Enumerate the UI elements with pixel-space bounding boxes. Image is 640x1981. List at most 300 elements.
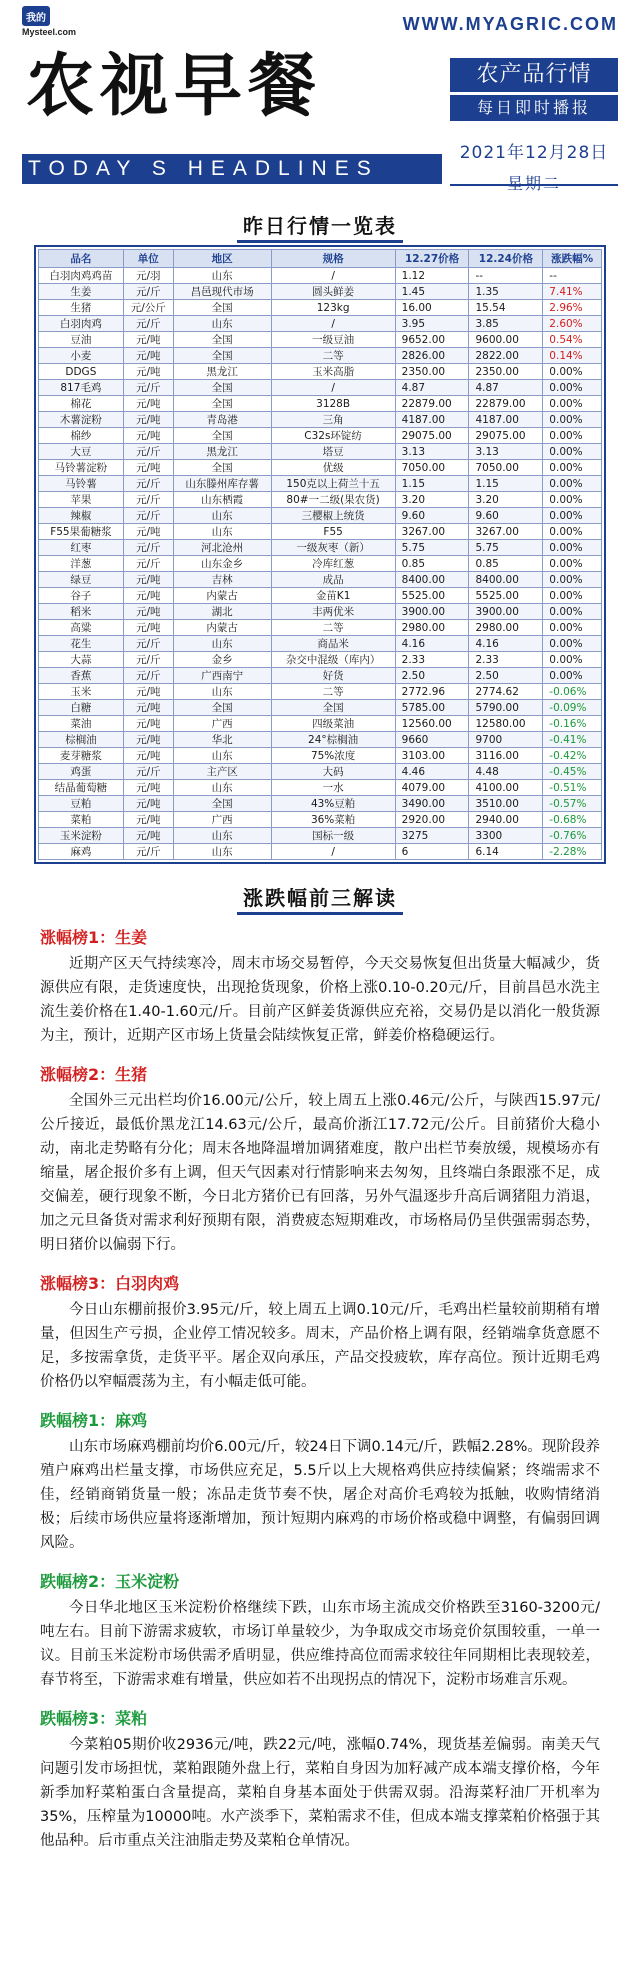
change-cell: 2.96% [543, 300, 602, 316]
table-row [39, 412, 602, 428]
price-1227-cell: 2.50 [395, 668, 469, 684]
table-row [39, 348, 602, 364]
price-1227-cell: 4.16 [395, 636, 469, 652]
column-header: 单位 [123, 250, 173, 268]
price-1224-cell: 4187.00 [469, 412, 543, 428]
region-cell: 山东 [173, 524, 271, 540]
spec-cell: 成品 [271, 572, 395, 588]
change-cell: -0.57% [543, 796, 602, 812]
price-1227-cell: 1.45 [395, 284, 469, 300]
price-1227-cell: 8400.00 [395, 572, 469, 588]
spec-cell: 丰两优米 [271, 604, 395, 620]
price-1227-cell: 4.46 [395, 764, 469, 780]
region-cell: 山东 [173, 780, 271, 796]
unit-cell: 元/吨 [123, 828, 173, 844]
spec-cell: 三角 [271, 412, 395, 428]
table-row [39, 828, 602, 844]
price-1224-cell: 2.50 [469, 668, 543, 684]
change-cell: 0.00% [543, 556, 602, 572]
column-header: 品名 [39, 250, 124, 268]
change-cell: 0.14% [543, 348, 602, 364]
region-cell: 山东 [173, 748, 271, 764]
spec-cell: 圆头鲜姜 [271, 284, 395, 300]
change-cell: 0.00% [543, 428, 602, 444]
price-1224-cell: 3267.00 [469, 524, 543, 540]
region-cell: 山东 [173, 316, 271, 332]
product-cell: 高粱 [39, 620, 124, 636]
price-1227-cell: 1.15 [395, 476, 469, 492]
table-row [39, 460, 602, 476]
price-1227-cell: 0.85 [395, 556, 469, 572]
column-header: 地区 [173, 250, 271, 268]
price-1227-cell: 5.75 [395, 540, 469, 556]
spec-cell: F55 [271, 524, 395, 540]
price-1224-cell: 4.87 [469, 380, 543, 396]
product-cell: 大蒜 [39, 652, 124, 668]
change-cell: 0.00% [543, 572, 602, 588]
change-cell: 0.54% [543, 332, 602, 348]
region-cell: 昌邑现代市场 [173, 284, 271, 300]
spec-cell: / [271, 316, 395, 332]
product-cell: 红枣 [39, 540, 124, 556]
analysis-item [40, 1706, 600, 1853]
spec-cell: 3128B [271, 396, 395, 412]
table-row [39, 428, 602, 444]
page-title: 农视早餐 [26, 47, 323, 126]
change-cell: -0.68% [543, 812, 602, 828]
price-1227-cell: 29075.00 [395, 428, 469, 444]
region-cell: 广西南宁 [173, 668, 271, 684]
spec-cell: 二等 [271, 620, 395, 636]
spec-cell: 二等 [271, 684, 395, 700]
table-row [39, 284, 602, 300]
product-cell: 817毛鸡 [39, 380, 124, 396]
table-row [39, 684, 602, 700]
change-cell: 0.00% [543, 588, 602, 604]
price-1227-cell: 2920.00 [395, 812, 469, 828]
price-1227-cell: 7050.00 [395, 460, 469, 476]
analysis-list [0, 925, 640, 1853]
spec-cell: 一级豆油 [271, 332, 395, 348]
product-cell: 白糖 [39, 700, 124, 716]
price-1224-cell: 3900.00 [469, 604, 543, 620]
product-cell: 谷子 [39, 588, 124, 604]
change-cell: 0.00% [543, 652, 602, 668]
table-row [39, 380, 602, 396]
analysis-item-title: 涨幅榜1：生姜 [40, 928, 148, 947]
price-1227-cell: 2980.00 [395, 620, 469, 636]
spec-cell: 全国 [271, 700, 395, 716]
table-row [39, 620, 602, 636]
table-row [39, 492, 602, 508]
spec-cell: 塔豆 [271, 444, 395, 460]
price-1227-cell: 4079.00 [395, 780, 469, 796]
product-cell: 绿豆 [39, 572, 124, 588]
product-cell: 玉米淀粉 [39, 828, 124, 844]
region-cell: 山东 [173, 508, 271, 524]
price-1227-cell: 3275 [395, 828, 469, 844]
spec-cell: 冷库红葱 [271, 556, 395, 572]
region-cell: 吉林 [173, 572, 271, 588]
table-row [39, 572, 602, 588]
analysis-item-text: 全国外三元出栏均价16.00元/公斤，较上周五上涨0.46元/公斤，与陕西15.97元/公斤接近，最低价黑龙江14.63元/公斤，最高价浙江17.72元/公斤。目前猪价大稳小动，南北走势略有分化；周末各地降温增加调猪难度，散户出栏节奏放缓，规模场亦有缩量，屠企报价多有上调，但天气因素对行情影响来去匆匆，且终端白条跟涨不足，成交偏差，硬行现象不断，今日北方猪价已有回落，另外气温逐步升高后调猪阻力消退，加之元旦备货对需求利好预期有限，消费疲态短期难改，市场格局仍呈供强需弱态势，明日猪价以偏弱下行。 [40, 1093, 600, 1253]
price-1224-cell: 2.33 [469, 652, 543, 668]
region-cell: 山东滕州库存薯 [173, 476, 271, 492]
region-cell: 黑龙江 [173, 444, 271, 460]
english-subtitle: TODAY S HEADLINES [22, 154, 442, 184]
unit-cell: 元/吨 [123, 588, 173, 604]
analysis-item [40, 1062, 600, 1257]
product-cell: 小麦 [39, 348, 124, 364]
table-row [39, 700, 602, 716]
product-cell: 豆油 [39, 332, 124, 348]
analysis-item-text: 山东市场麻鸡棚前均价6.00元/斤，较24日下调0.14元/斤，跌幅2.28%。现阶段养殖户麻鸡出栏量支撑，市场供应充足，5.5斤以上大规格鸡供应持续偏紧；终端需求不佳，经销商销货量一般；冻品走货节奏不快，屠企对高价毛鸡较为抵触，收购情绪消极；后续市场供应量将逐渐增加，预计短期内麻鸡的市场价格或稳中调整，有偏弱回调风险。 [40, 1439, 600, 1551]
region-cell: 全国 [173, 396, 271, 412]
change-cell: -0.42% [543, 748, 602, 764]
spec-cell: 75%浓度 [271, 748, 395, 764]
table-row [39, 668, 602, 684]
unit-cell: 元/吨 [123, 396, 173, 412]
region-cell: 山东 [173, 636, 271, 652]
spec-cell: 80#一二级(果农货) [271, 492, 395, 508]
spec-cell: 玉米高脂 [271, 364, 395, 380]
weekday-text [450, 171, 618, 194]
price-1224-cell: 9700 [469, 732, 543, 748]
table-row [39, 268, 602, 284]
unit-cell: 元/斤 [123, 316, 173, 332]
spec-cell: 一水 [271, 780, 395, 796]
change-cell: -0.45% [543, 764, 602, 780]
change-cell: 0.00% [543, 604, 602, 620]
analysis-item-title: 涨幅榜3：白羽肉鸡 [40, 1274, 180, 1293]
price-1224-cell: 9.60 [469, 508, 543, 524]
product-cell: 香蕉 [39, 668, 124, 684]
unit-cell: 元/斤 [123, 652, 173, 668]
price-1227-cell: 3267.00 [395, 524, 469, 540]
spec-cell: / [271, 844, 395, 860]
unit-cell: 元/吨 [123, 748, 173, 764]
table-row [39, 588, 602, 604]
table-row [39, 636, 602, 652]
unit-cell: 元/吨 [123, 348, 173, 364]
product-cell: 洋葱 [39, 556, 124, 572]
unit-cell: 元/羽 [123, 268, 173, 284]
price-1227-cell: 6 [395, 844, 469, 860]
region-cell: 全国 [173, 348, 271, 364]
region-cell: 金乡 [173, 652, 271, 668]
table-row [39, 604, 602, 620]
price-1224-cell: 3.85 [469, 316, 543, 332]
category-badge [450, 58, 618, 121]
table-row [39, 364, 602, 380]
table-row [39, 508, 602, 524]
table-row [39, 524, 602, 540]
unit-cell: 元/斤 [123, 284, 173, 300]
price-1224-cell: 0.85 [469, 556, 543, 572]
analysis-item [40, 1569, 600, 1692]
spec-cell: 150克以上荷兰十五 [271, 476, 395, 492]
price-1224-cell: 29075.00 [469, 428, 543, 444]
change-cell: -0.09% [543, 700, 602, 716]
table-body [39, 268, 602, 860]
price-1224-cell: 5790.00 [469, 700, 543, 716]
analysis-item [40, 925, 600, 1048]
product-cell: 棕榈油 [39, 732, 124, 748]
region-cell: 山东金乡 [173, 556, 271, 572]
spec-cell: 24°棕榈油 [271, 732, 395, 748]
unit-cell: 元/斤 [123, 508, 173, 524]
product-cell: 鸡蛋 [39, 764, 124, 780]
region-cell: 华北 [173, 732, 271, 748]
unit-cell: 元/斤 [123, 380, 173, 396]
unit-cell: 元/吨 [123, 620, 173, 636]
change-cell: -- [543, 268, 602, 284]
price-1227-cell: 3490.00 [395, 796, 469, 812]
table-section-title-text: 昨日行情一览表 [237, 214, 403, 243]
unit-cell: 元/斤 [123, 764, 173, 780]
price-1224-cell: 2822.00 [469, 348, 543, 364]
analysis-item [40, 1271, 600, 1394]
price-1224-cell: 12580.00 [469, 716, 543, 732]
change-cell: 0.00% [543, 412, 602, 428]
product-cell: 木薯淀粉 [39, 412, 124, 428]
price-1224-cell: 3510.00 [469, 796, 543, 812]
region-cell: 全国 [173, 796, 271, 812]
price-table-wrap [34, 245, 606, 864]
unit-cell: 元/吨 [123, 796, 173, 812]
spec-cell: 大码 [271, 764, 395, 780]
table-row [39, 476, 602, 492]
analysis-item-title: 跌幅榜3：菜粕 [40, 1709, 148, 1728]
table-row [39, 748, 602, 764]
price-1224-cell: 2940.00 [469, 812, 543, 828]
spec-cell: / [271, 380, 395, 396]
price-1224-cell: 7050.00 [469, 460, 543, 476]
price-1227-cell: 4187.00 [395, 412, 469, 428]
region-cell: 全国 [173, 300, 271, 316]
price-1224-cell: 4.48 [469, 764, 543, 780]
price-1227-cell: 22879.00 [395, 396, 469, 412]
price-1224-cell: 1.15 [469, 476, 543, 492]
product-cell: 马铃薯 [39, 476, 124, 492]
price-1227-cell: 3.20 [395, 492, 469, 508]
product-cell: 菜粕 [39, 812, 124, 828]
price-1227-cell: 3.95 [395, 316, 469, 332]
region-cell: 河北沧州 [173, 540, 271, 556]
unit-cell: 元/吨 [123, 428, 173, 444]
price-1227-cell: 2772.96 [395, 684, 469, 700]
spec-cell: 三樱椒上统货 [271, 508, 395, 524]
analysis-item-title: 跌幅榜2：玉米淀粉 [40, 1572, 180, 1591]
unit-cell: 元/吨 [123, 332, 173, 348]
table-row [39, 780, 602, 796]
region-cell: 内蒙古 [173, 588, 271, 604]
header [0, 0, 640, 200]
product-cell: 棉花 [39, 396, 124, 412]
change-cell: 0.00% [543, 380, 602, 396]
analysis-item-text: 今日山东棚前报价3.95元/斤，较上周五上调0.10元/斤，毛鸡出栏量较前期稍有增量，但因生产亏损，企业停工情况较多。周末，产品价格上调有限，经销端拿货意愿不足，多按需拿货，走货平平。屠企双向承压，产品交投疲软，库存高位。预计近期毛鸡价格仍以窄幅震荡为主，有小幅走低可能。 [40, 1302, 600, 1390]
product-cell: 白羽肉鸡鸡苗 [39, 268, 124, 284]
table-row [39, 556, 602, 572]
price-1224-cell: 9600.00 [469, 332, 543, 348]
price-1227-cell: 16.00 [395, 300, 469, 316]
spec-cell: 优级 [271, 460, 395, 476]
table-row [39, 396, 602, 412]
table-row [39, 716, 602, 732]
change-cell: 2.60% [543, 316, 602, 332]
change-cell: 0.00% [543, 508, 602, 524]
price-1227-cell: 5785.00 [395, 700, 469, 716]
change-cell: 0.00% [543, 476, 602, 492]
product-cell: 花生 [39, 636, 124, 652]
analysis-section-title-text: 涨跌幅前三解读 [237, 886, 403, 915]
spec-cell: 国标一级 [271, 828, 395, 844]
logo-text: Mysteel.com [22, 27, 77, 37]
price-1227-cell: 9.60 [395, 508, 469, 524]
spec-cell: / [271, 268, 395, 284]
unit-cell: 元/斤 [123, 444, 173, 460]
product-cell: 白羽肉鸡 [39, 316, 124, 332]
table-row [39, 764, 602, 780]
unit-cell: 元/斤 [123, 556, 173, 572]
unit-cell: 元/吨 [123, 460, 173, 476]
price-1227-cell: 1.12 [395, 268, 469, 284]
price-1224-cell: 3.20 [469, 492, 543, 508]
region-cell: 广西 [173, 716, 271, 732]
analysis-item-text: 近期产区天气持续寒冷，周末市场交易暂停，今天交易恢复但出货量大幅减少，货源供应有限，走货速度快，出现抢货现象，价格上涨0.10-0.20元/斤，目前昌邑水洗主流生姜价格在1.40-1.60元/斤。目前产区鲜姜货源供应充裕，交易仍是以消化一般货源为主，预计，近期产区市场上货量会陆续恢复正常，鲜姜价格稳硬运行。 [40, 956, 600, 1044]
table-row [39, 316, 602, 332]
price-1227-cell: 4.87 [395, 380, 469, 396]
change-cell: 0.00% [543, 492, 602, 508]
price-1224-cell: 3300 [469, 828, 543, 844]
product-cell: 玉米 [39, 684, 124, 700]
spec-cell: 商品米 [271, 636, 395, 652]
product-cell: 生猪 [39, 300, 124, 316]
region-cell: 全国 [173, 700, 271, 716]
price-table [38, 249, 602, 860]
change-cell: -0.41% [543, 732, 602, 748]
price-1227-cell: 9660 [395, 732, 469, 748]
product-cell: 菜油 [39, 716, 124, 732]
date-underline [450, 184, 618, 186]
unit-cell: 元/斤 [123, 540, 173, 556]
product-cell: 辣椒 [39, 508, 124, 524]
product-cell: 苹果 [39, 492, 124, 508]
spec-cell: 123kg [271, 300, 395, 316]
product-cell: 豆粕 [39, 796, 124, 812]
product-cell: 麻鸡 [39, 844, 124, 860]
change-cell: 0.00% [543, 460, 602, 476]
price-1224-cell: 3.13 [469, 444, 543, 460]
product-cell: F55果葡糖浆 [39, 524, 124, 540]
price-1227-cell: 9652.00 [395, 332, 469, 348]
region-cell: 青岛港 [173, 412, 271, 428]
price-1224-cell: 5.75 [469, 540, 543, 556]
price-1227-cell: 3103.00 [395, 748, 469, 764]
product-cell: 生姜 [39, 284, 124, 300]
product-cell: 稻米 [39, 604, 124, 620]
spec-cell: 杂交中混级（库内） [271, 652, 395, 668]
analysis-section-title [0, 882, 640, 911]
change-cell: 0.00% [543, 524, 602, 540]
price-1224-cell: 1.35 [469, 284, 543, 300]
unit-cell: 元/吨 [123, 572, 173, 588]
change-cell: 0.00% [543, 540, 602, 556]
region-cell: 全国 [173, 460, 271, 476]
analysis-item-title: 跌幅榜1：麻鸡 [40, 1411, 148, 1430]
analysis-item-text: 今菜粕05期价收2936元/吨，跌22元/吨，涨幅0.74%，现货基差偏弱。南美天气问题引发市场担忧，菜粕跟随外盘上行，菜粕自身因为加籽减产成本端支撑价格，今年新季加籽菜粕蛋白含量提高，菜粕自身基本面处于供需双弱。沿海菜籽油厂开机率为35%，压榨量为10000吨。水产淡季下，菜粕需求不佳，但成本端支撑菜粕价格强于其他品种。后市重点关注油脂走势及菜粕仓单情况。 [40, 1737, 600, 1849]
table-row [39, 652, 602, 668]
analysis-item-title: 涨幅榜2：生猪 [40, 1065, 148, 1084]
badge-bottom-label: 每日即时播报 [450, 95, 618, 121]
product-cell: 马铃薯淀粉 [39, 460, 124, 476]
unit-cell: 元/斤 [123, 476, 173, 492]
unit-cell: 元/公斤 [123, 300, 173, 316]
spec-cell: 好货 [271, 668, 395, 684]
product-cell: 麦芽糖浆 [39, 748, 124, 764]
product-cell: 棉纱 [39, 428, 124, 444]
column-header: 12.24价格 [469, 250, 543, 268]
change-cell: -0.76% [543, 828, 602, 844]
spec-cell: 43%豆粕 [271, 796, 395, 812]
price-1224-cell: 15.54 [469, 300, 543, 316]
spec-cell: 金苗K1 [271, 588, 395, 604]
table-row [39, 332, 602, 348]
change-cell: -0.06% [543, 684, 602, 700]
region-cell: 山东 [173, 828, 271, 844]
price-1224-cell: 2774.62 [469, 684, 543, 700]
table-header-row [39, 250, 602, 268]
site-url[interactable]: WWW.MYAGRIC.COM [402, 14, 618, 34]
product-cell: 结晶葡萄糖 [39, 780, 124, 796]
table-row [39, 444, 602, 460]
unit-cell: 元/斤 [123, 492, 173, 508]
unit-cell: 元/吨 [123, 700, 173, 716]
region-cell: 湖北 [173, 604, 271, 620]
unit-cell: 元/吨 [123, 604, 173, 620]
unit-cell: 元/吨 [123, 812, 173, 828]
unit-cell: 元/斤 [123, 668, 173, 684]
price-1224-cell: 8400.00 [469, 572, 543, 588]
price-1224-cell: 2350.00 [469, 364, 543, 380]
change-cell: 0.00% [543, 364, 602, 380]
change-cell: -2.28% [543, 844, 602, 860]
change-cell: -0.51% [543, 780, 602, 796]
price-1224-cell: 22879.00 [469, 396, 543, 412]
region-cell: 山东 [173, 268, 271, 284]
price-1227-cell: 2826.00 [395, 348, 469, 364]
price-1224-cell: 5525.00 [469, 588, 543, 604]
spec-cell: C32s环锭纺 [271, 428, 395, 444]
unit-cell: 元/斤 [123, 844, 173, 860]
table-row [39, 540, 602, 556]
analysis-item [40, 1408, 600, 1555]
table-row [39, 300, 602, 316]
analysis-item-text: 今日华北地区玉米淀粉价格继续下跌，山东市场主流成交价格跌至3160-3200元/吨左右。目前下游需求疲软，市场订单量较少，为争取成交市场竞价氛围较重，一单一议。目前玉米淀粉市场供需矛盾明显，供应维持高位而需求较往年同期相比表现较差，春节将至，下游需求难有增量，供应如若不出现拐点的情况下，淀粉市场难言乐观。 [40, 1600, 600, 1688]
spec-cell: 一级灰枣（新） [271, 540, 395, 556]
table-row [39, 732, 602, 748]
change-cell: 0.00% [543, 620, 602, 636]
change-cell: 0.00% [543, 444, 602, 460]
region-cell: 主产区 [173, 764, 271, 780]
region-cell: 全国 [173, 380, 271, 396]
logo[interactable] [22, 6, 77, 40]
price-1227-cell: 3900.00 [395, 604, 469, 620]
column-header: 涨跌幅% [543, 250, 602, 268]
unit-cell: 元/吨 [123, 524, 173, 540]
unit-cell: 元/吨 [123, 732, 173, 748]
region-cell: 内蒙古 [173, 620, 271, 636]
